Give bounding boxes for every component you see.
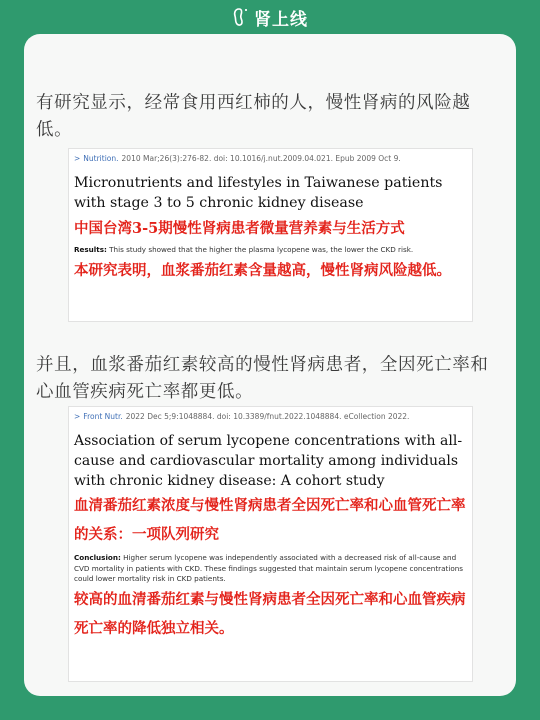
citation-details: 2022 Dec 5;9:1048884. doi: 10.3389/fnut.2022.1048884. eCollection 2022. <box>125 412 410 421</box>
chevron-right-icon: > <box>74 154 81 163</box>
reference-card-1 <box>68 148 473 322</box>
reference-card-2 <box>68 406 473 682</box>
journal-link[interactable]: Nutrition. <box>83 154 119 163</box>
results-summary <box>74 245 467 256</box>
article-title-cn: 中国台湾3-5期慢性肾病患者微量营养素与生活方式 <box>74 220 405 237</box>
results-summary-cn: 本研究表明，血浆番茄红素含量越高，慢性肾病风险越低。 <box>74 261 451 279</box>
conclusion-summary-cn: 较高的血清番茄红素与慢性肾病患者全因死亡率和心血管疾病死亡率的降低独立相关。 <box>74 590 466 637</box>
conclusion-label: Conclusion: <box>74 553 121 562</box>
brand-name: 肾上线 <box>254 9 308 30</box>
article-title-en: Association of serum lycopene concentrations with all-cause and cardiovascular mortality among individuals with chronic kidney disease: A cohort study <box>74 433 463 489</box>
citation-details: 2010 Mar;26(3):276-82. doi: 10.1016/j.nut.2009.04.021. Epub 2009 Oct 9. <box>121 154 401 163</box>
intro-paragraph-1: 有研究显示，经常食用西红柿的人，慢性肾病的风险越低。 <box>36 93 471 140</box>
content-card <box>24 34 516 696</box>
conclusion-text: Higher serum lycopene was independently associated with a decreased risk of all-cause and CVD mortality in patients with CKD. These findings suggested that maintain serum lycopene concentrations could lower mortality risk in CKD patients. <box>74 553 464 583</box>
brand-header <box>0 4 540 30</box>
intro-paragraph-2: 并且，血浆番茄红素较高的慢性肾病患者，全因死亡率和心血管疾病死亡率都更低。 <box>36 355 489 402</box>
results-label: Results: <box>74 245 107 254</box>
conclusion-summary <box>74 553 467 585</box>
kidney-logo-icon <box>232 7 250 27</box>
results-text: This study showed that the higher the plasma lycopene was, the lower the CKD risk. <box>109 245 414 254</box>
article-title-cn: 血清番茄红素浓度与慢性肾病患者全因死亡率和心血管死亡率的关系：一项队列研究 <box>74 497 466 543</box>
citation-line <box>74 411 467 423</box>
journal-link[interactable]: Front Nutr. <box>83 412 123 421</box>
citation-line <box>74 153 467 165</box>
article-title-en: Micronutrients and lifestyles in Taiwanese patients with stage 3 to 5 chronic kidney disease <box>74 175 443 211</box>
chevron-right-icon: > <box>74 412 81 421</box>
